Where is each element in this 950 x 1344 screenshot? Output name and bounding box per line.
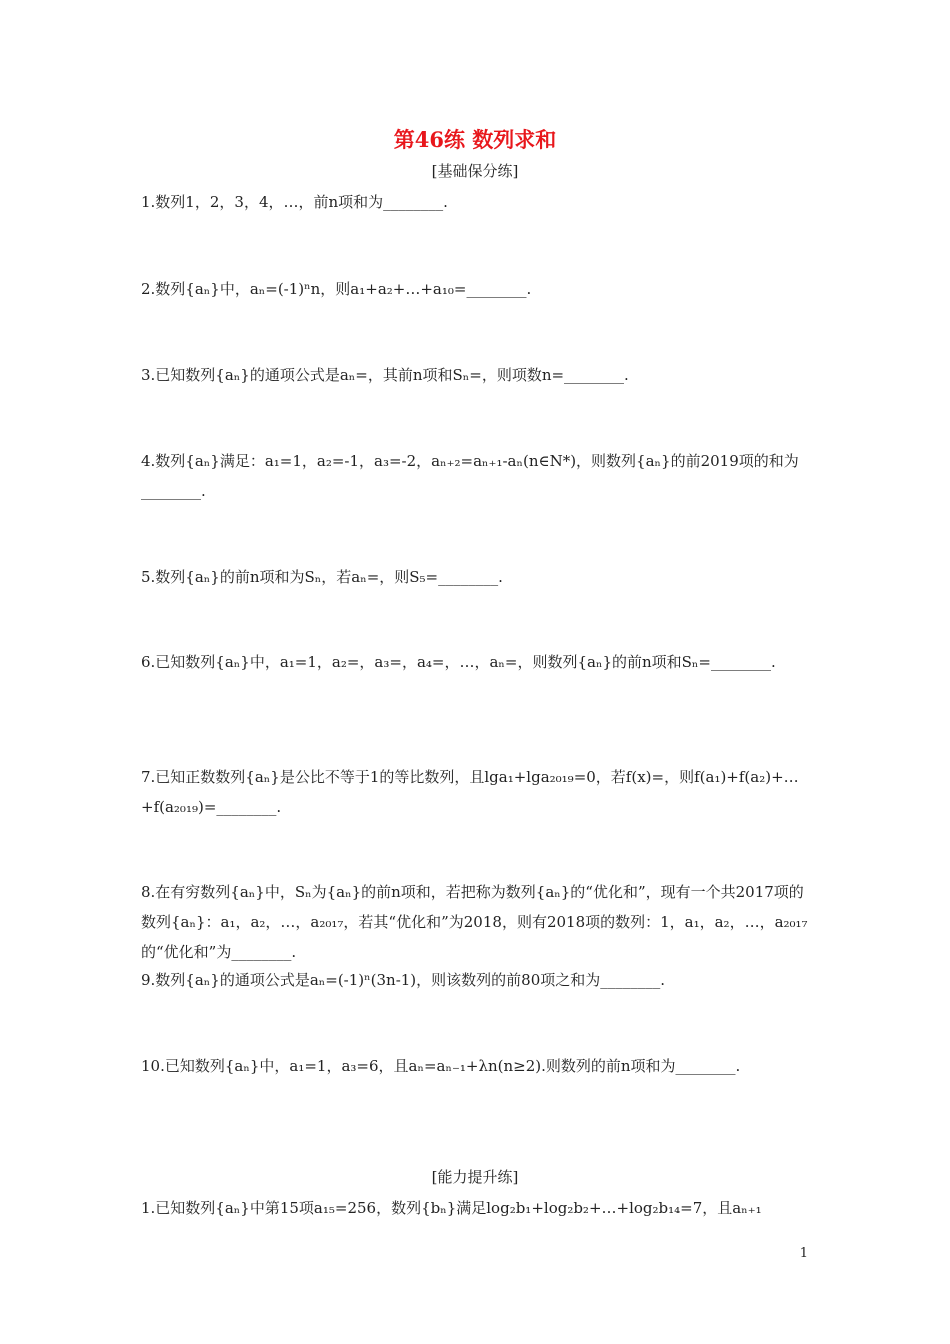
- section-header-advanced: [能力提升练]: [431, 1168, 519, 1186]
- problem-basic-5: 5.数列{aₙ}的前n项和为Sₙ，若aₙ=，则S₅=________.: [141, 568, 503, 586]
- problem-basic-1: 1.数列1，2，3，4，…，前n项和为________.: [141, 193, 448, 211]
- problem-basic-4: 4.数列{aₙ}满足：a₁=1，a₂=-1，a₃=-2，aₙ₊₂=aₙ₊₁-aₙ(n∈N*)，则数列{aₙ}的前2019项的和为________.: [141, 452, 799, 500]
- section-header-basic: [基础保分练]: [431, 162, 519, 180]
- problem-advanced-1: 1.已知数列{aₙ}中第15项a₁₅=256，数列{bₙ}满足log₂b₁+log₂b₂+…+log₂b₁₄=7，且aₙ₊₁: [141, 1199, 762, 1217]
- problem-basic-6: 6.已知数列{aₙ}中，a₁=1，a₂=，a₃=，a₄=，…，aₙ=，则数列{aₙ}的前n项和Sₙ=________.: [141, 653, 776, 671]
- problem-basic-2: 2.数列{aₙ}中，aₙ=(-1)ⁿn，则a₁+a₂+…+a₁₀=________.: [141, 280, 532, 298]
- problem-basic-3: 3.已知数列{aₙ}的通项公式是aₙ=，其前n项和Sₙ=，则项数n=________.: [141, 366, 629, 384]
- problem-basic-7: 7.已知正数数列{aₙ}是公比不等于1的等比数列，且lga₁+lga₂₀₁₉=0，若f(x)=，则f(a₁)+f(a₂)+…+f(a₂₀₁₉)=________.: [141, 768, 799, 816]
- problem-basic-9: 9.数列{aₙ}的通项公式是aₙ=(-1)ⁿ(3n-1)，则该数列的前80项之和为________.: [141, 971, 666, 989]
- problem-basic-8: 8.在有穷数列{aₙ}中，Sₙ为{aₙ}的前n项和，若把称为数列{aₙ}的“优化和”，现有一个共2017项的数列{aₙ}：a₁，a₂，…，a₂₀₁₇，若其“优化和”为2018，则有2018项的数列：1，a₁，a₂，…，a₂₀₁₇的“优化和”为________.: [141, 883, 808, 961]
- page-title: 第46练 数列求和: [393, 127, 557, 152]
- problem-basic-10: 10.已知数列{aₙ}中，a₁=1，a₃=6，且aₙ=aₙ₋₁+λn(n≥2).则数列的前n项和为________.: [141, 1057, 741, 1075]
- page-number: 1: [799, 1246, 808, 1261]
